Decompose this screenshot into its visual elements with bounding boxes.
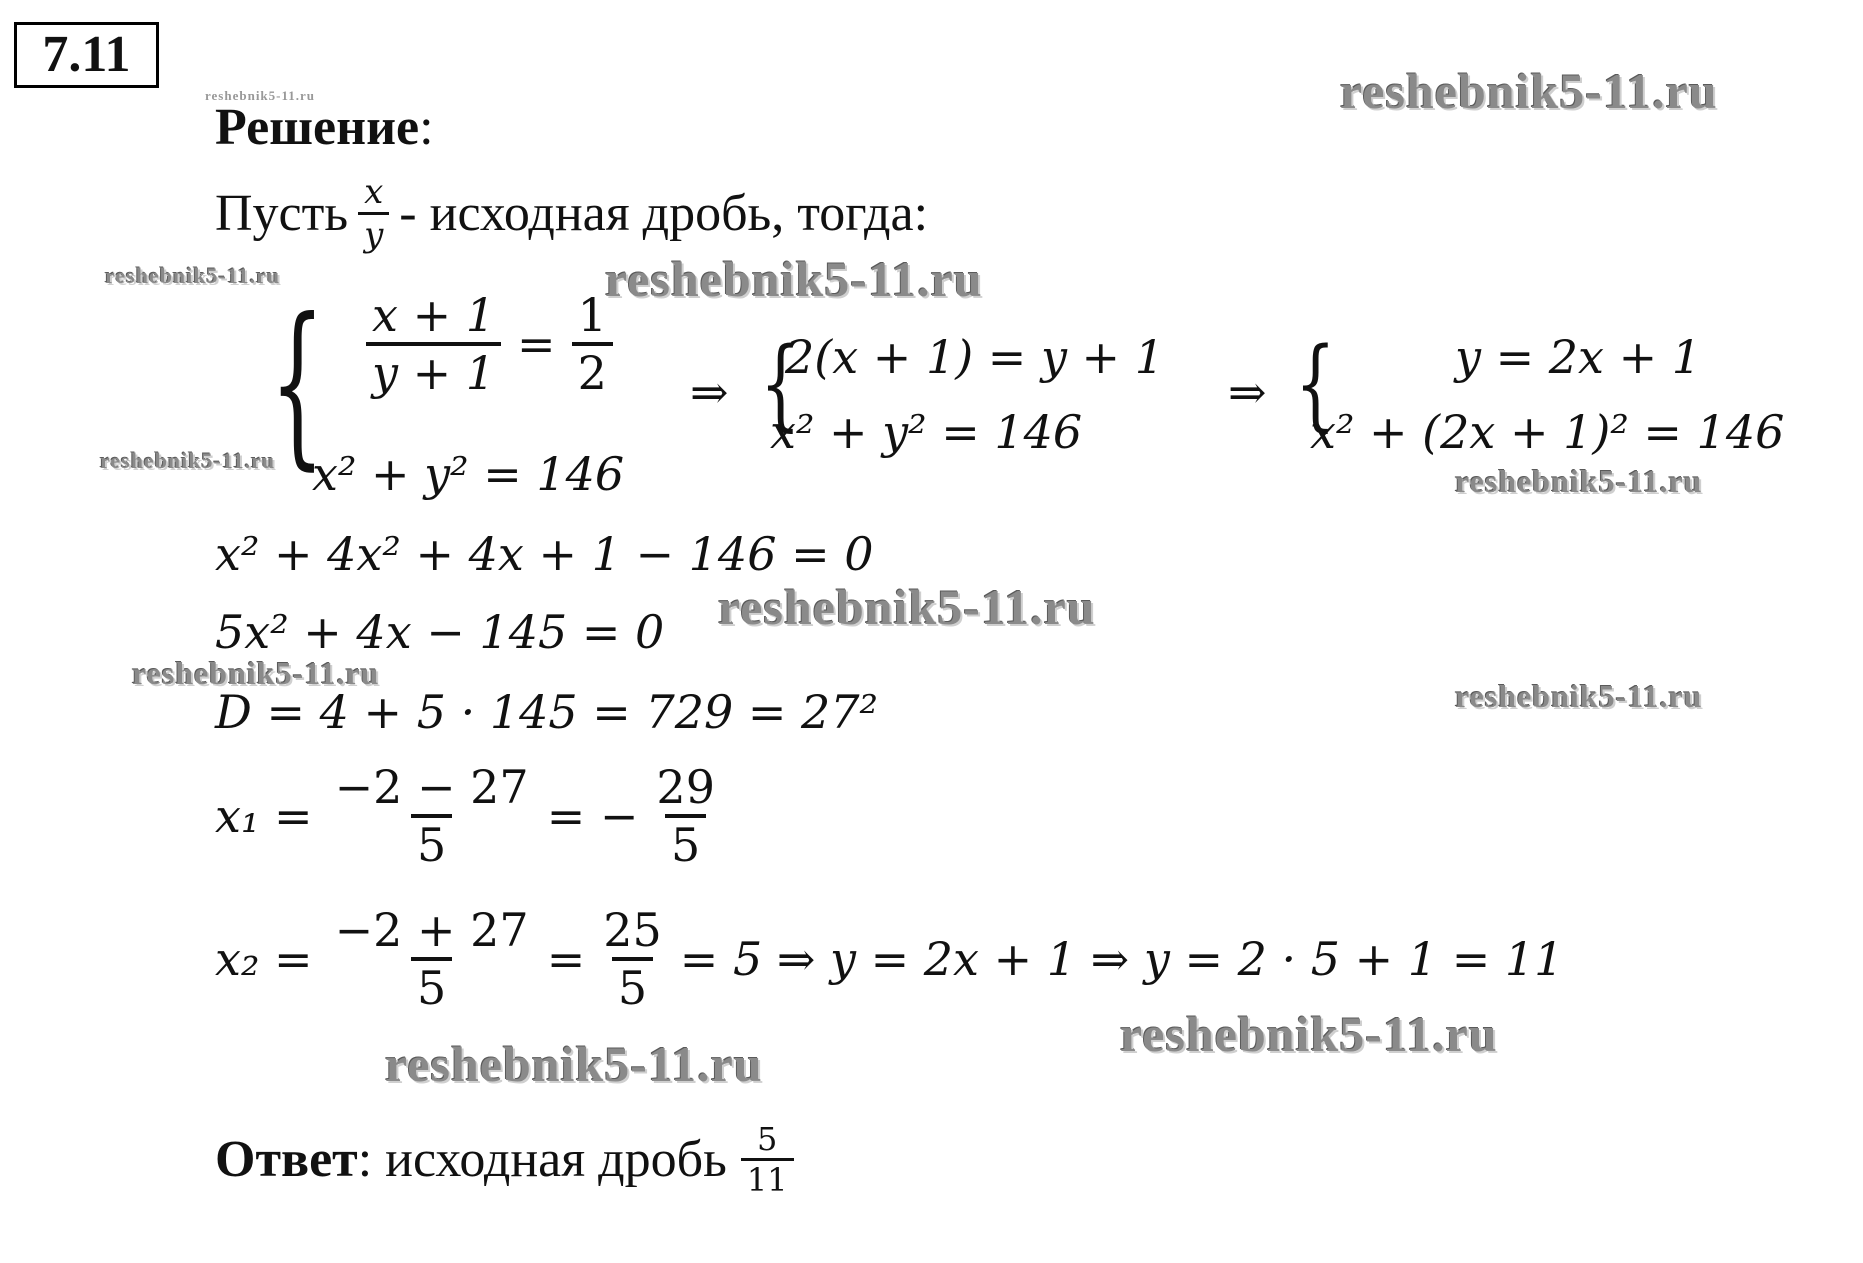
system3-line2: x² + (2x + 1)² = 146 bbox=[1310, 405, 1785, 459]
system1-line2: x² + y² = 146 bbox=[312, 447, 625, 501]
system1-rhs-fraction bbox=[572, 288, 613, 400]
intro-before: Пусть bbox=[215, 185, 349, 242]
x2-frac-num: −2 + 27 bbox=[334, 903, 529, 957]
watermark-center-1: reshebnik5-11.ru bbox=[605, 251, 983, 307]
x2-tail: = 5 ⇒ y = 2x + 1 ⇒ y = 2 · 5 + 1 = 11 bbox=[679, 932, 1564, 986]
answer-fraction bbox=[741, 1120, 794, 1199]
watermark-center-2: reshebnik5-11.ru bbox=[718, 579, 1096, 635]
line-quadratic: 5x² + 4x − 145 = 0 bbox=[215, 605, 665, 659]
x1-lhs: x₁ = bbox=[215, 789, 313, 843]
x1-frac-den: 5 bbox=[411, 814, 452, 872]
arrow-1: ⇒ bbox=[690, 365, 729, 419]
x1-res-den: 5 bbox=[665, 814, 706, 872]
x2-frac-den: 5 bbox=[411, 957, 452, 1015]
solution-label: Решение bbox=[215, 99, 420, 156]
answer-label: Ответ bbox=[215, 1131, 358, 1188]
x2-fraction bbox=[329, 903, 535, 1015]
x1-result-fraction bbox=[650, 760, 721, 872]
x1-mid: = − bbox=[546, 789, 639, 843]
watermark-right-1: reshebnik5-11.ru bbox=[1455, 463, 1703, 499]
system2-brace: { bbox=[760, 328, 801, 443]
line-discriminant: D = 4 + 5 · 145 = 729 = 27² bbox=[215, 685, 879, 739]
system1-line1 bbox=[360, 288, 619, 400]
system1-fraction bbox=[366, 288, 501, 400]
x2-result-fraction bbox=[597, 903, 668, 1015]
x2-mid: = bbox=[546, 932, 586, 986]
intro-after: - исходная дробь, тогда: bbox=[399, 185, 929, 242]
watermark-top-right: reshebnik5-11.ru bbox=[1340, 63, 1718, 119]
intro-fraction bbox=[358, 172, 389, 255]
x1-fraction bbox=[329, 760, 535, 872]
system1-frac-den: y + 1 bbox=[366, 342, 501, 400]
x2-res-num: 25 bbox=[603, 903, 662, 957]
intro-frac-den: y bbox=[358, 212, 389, 255]
system2-line2: x² + y² = 146 bbox=[770, 405, 1083, 459]
watermark-right-3: reshebnik5-11.ru bbox=[1120, 1006, 1498, 1062]
answer-line bbox=[215, 1120, 800, 1199]
answer-num: 5 bbox=[756, 1120, 778, 1158]
watermark-left-1: reshebnik5-11.ru bbox=[105, 263, 281, 288]
intro-line bbox=[215, 172, 928, 255]
x2-lhs: x₂ = bbox=[215, 932, 313, 986]
watermark-left-3: reshebnik5-11.ru bbox=[132, 655, 380, 691]
solution-colon: : bbox=[419, 99, 434, 156]
answer-den: 11 bbox=[741, 1158, 794, 1199]
system1-rhs-den: 2 bbox=[572, 342, 613, 400]
x2-line bbox=[215, 903, 1563, 1015]
watermark-center-3: reshebnik5-11.ru bbox=[385, 1036, 763, 1092]
line-expand: x² + 4x² + 4x + 1 − 146 = 0 bbox=[215, 527, 874, 581]
system3-brace: { bbox=[1295, 328, 1336, 443]
system1-brace: { bbox=[270, 282, 325, 487]
watermark-right-2: reshebnik5-11.ru bbox=[1455, 678, 1703, 714]
x1-res-num: 29 bbox=[656, 760, 715, 814]
system3-line1: y = 2x + 1 bbox=[1455, 330, 1702, 384]
intro-frac-num: x bbox=[364, 172, 384, 212]
x2-res-den: 5 bbox=[612, 957, 653, 1015]
problem-number: 7.11 bbox=[14, 22, 159, 88]
system2-line1: 2(x + 1) = y + 1 bbox=[785, 330, 1164, 384]
system1-frac-num: x + 1 bbox=[372, 288, 496, 342]
watermark-left-2: reshebnik5-11.ru bbox=[100, 448, 276, 473]
x1-line bbox=[215, 760, 727, 872]
arrow-2: ⇒ bbox=[1228, 365, 1267, 419]
x1-frac-num: −2 − 27 bbox=[334, 760, 529, 814]
answer-text: : исходная дробь bbox=[357, 1131, 727, 1188]
system1-eq: = bbox=[517, 317, 556, 371]
system1-rhs-num: 1 bbox=[577, 288, 607, 342]
watermark-tiny: reshebnik5-11.ru bbox=[205, 88, 316, 103]
solution-heading bbox=[215, 98, 434, 157]
